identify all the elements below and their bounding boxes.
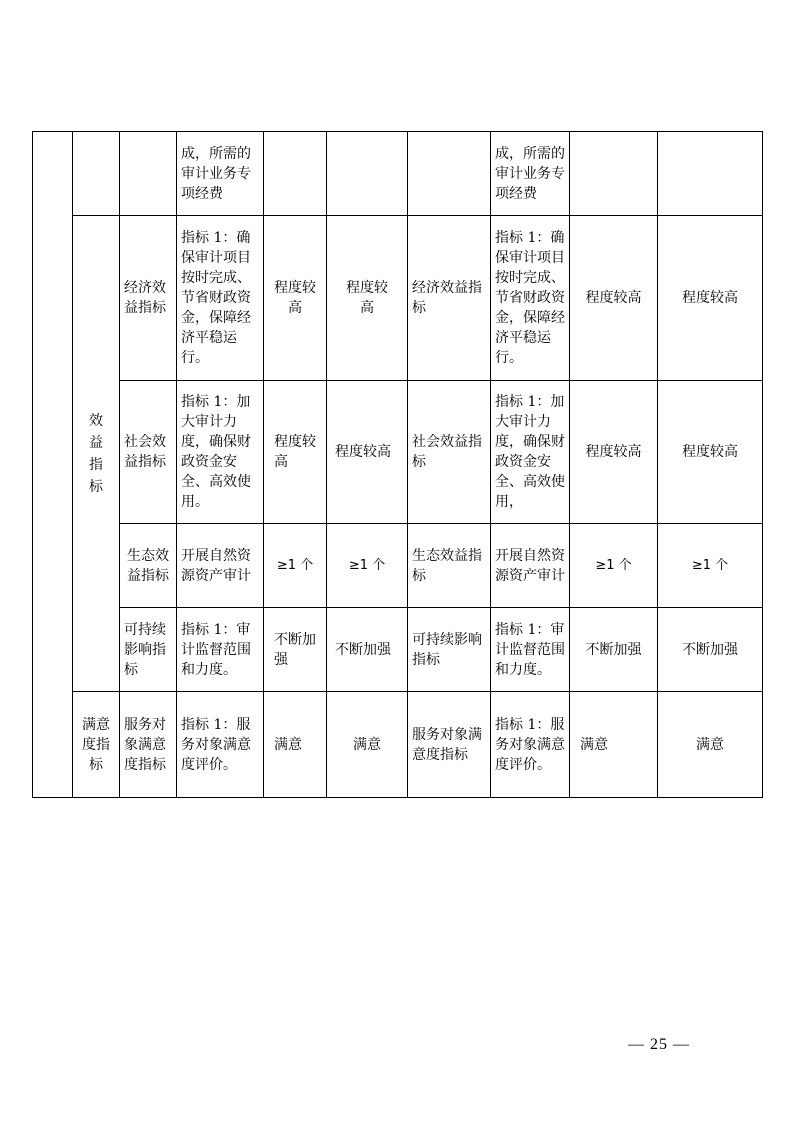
empty-cell [120, 132, 177, 216]
value-cell: 满意 [570, 692, 658, 798]
indicator-text: 指标 1：加大审计力度，确保财政资金安全、高效使用， [491, 381, 570, 524]
value-cell: 程度较高 [327, 216, 408, 381]
value-cell: 满意 [264, 692, 327, 798]
value-cell: 满意 [658, 692, 763, 798]
indicator-text: 指标 1：服务对象满意度评价。 [177, 692, 264, 798]
indicator-text: 指标 1：确保审计项目按时完成、节省财政资金，保障经济平稳运行。 [491, 216, 570, 381]
value-cell: 不断加强 [327, 608, 408, 692]
indicator-text: 开展自然资源资产审计 [491, 524, 570, 608]
value-cell: 程度较高 [570, 216, 658, 381]
table-row [33, 381, 763, 524]
value-cell: ≥1 个 [327, 524, 408, 608]
value-cell: 程度较高 [327, 381, 408, 524]
effect-indicator-category: 效益指标 [73, 216, 120, 692]
indicator-text: 指标 1：审计监督范围和力度。 [177, 608, 264, 692]
sub-indicator-economic: 经济效益指标 [120, 216, 177, 381]
value-cell: 不断加强 [264, 608, 327, 692]
value-cell: ≥1 个 [264, 524, 327, 608]
table-row [33, 524, 763, 608]
empty-cell [408, 132, 491, 216]
indicator-text: 指标 1：加大审计力度，确保财政资金安全、高效使用。 [177, 381, 264, 524]
value-cell: 程度较高 [658, 216, 763, 381]
value-cell: 程度较高 [570, 381, 658, 524]
page-number: — 25 — [628, 1036, 690, 1053]
sub-indicator-economic: 经济效益指标 [408, 216, 491, 381]
value-cell: ≥1 个 [570, 524, 658, 608]
indicator-text: 指标 1：服务对象满意度评价。 [491, 692, 570, 798]
sub-indicator-sustainability: 可持续影响指标 [408, 608, 491, 692]
empty-cell [73, 132, 120, 216]
empty-cell [327, 132, 408, 216]
value-cell: 满意 [327, 692, 408, 798]
satisfaction-indicator-category: 满意度指标 [73, 692, 120, 798]
value-cell: 程度较高 [264, 381, 327, 524]
value-cell: 不断加强 [570, 608, 658, 692]
indicator-text: 开展自然资源资产审计 [177, 524, 264, 608]
empty-cell [570, 132, 658, 216]
sub-indicator-ecological: 生态效益指标 [408, 524, 491, 608]
indicator-text: 指标 1：确保审计项目按时完成、节省财政资金，保障经济平稳运行。 [177, 216, 264, 381]
value-cell: 不断加强 [658, 608, 763, 692]
sub-indicator-social: 社会效益指标 [120, 381, 177, 524]
table-row [33, 692, 763, 798]
table-row [33, 216, 763, 381]
value-cell: 程度较高 [264, 216, 327, 381]
sub-indicator-sustainability: 可持续影响指标 [120, 608, 177, 692]
value-cell: 程度较高 [658, 381, 763, 524]
continued-text-cell: 成，所需的审计业务专项经费 [491, 132, 570, 216]
table-row [33, 608, 763, 692]
table-row [33, 132, 763, 216]
sub-indicator-satisfaction: 服务对象满意度指标 [408, 692, 491, 798]
indicator-text: 指标 1：审计监督范围和力度。 [491, 608, 570, 692]
empty-cell [658, 132, 763, 216]
sub-indicator-social: 社会效益指标 [408, 381, 491, 524]
empty-cell [264, 132, 327, 216]
outer-merged-cell [33, 132, 73, 798]
sub-indicator-ecological: 生态效益指标 [120, 524, 177, 608]
performance-table [32, 131, 763, 798]
sub-indicator-satisfaction: 服务对象满意度指标 [120, 692, 177, 798]
continued-text-cell: 成，所需的审计业务专项经费 [177, 132, 264, 216]
value-cell: ≥1 个 [658, 524, 763, 608]
